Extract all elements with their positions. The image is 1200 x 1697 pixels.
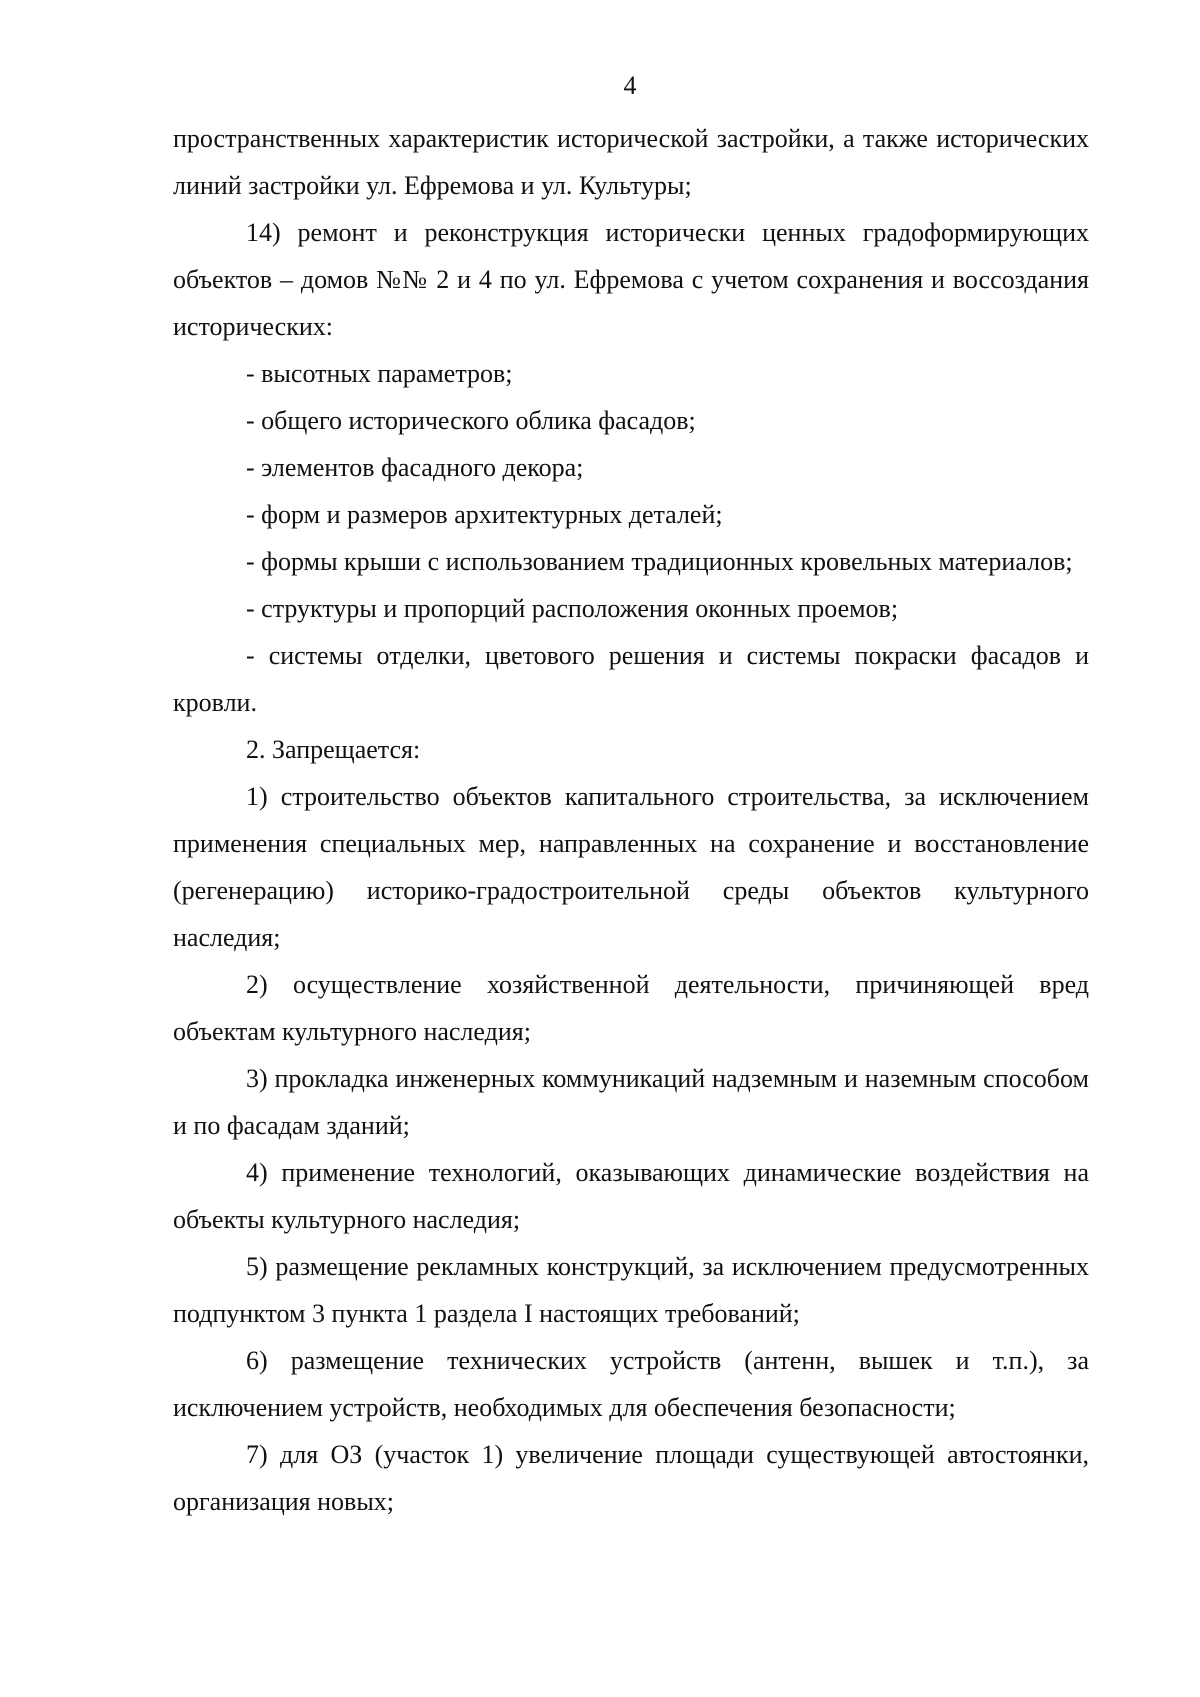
list-item-facade-decor: - элементов фасадного декора; [246, 453, 584, 482]
prohibited-item-6: 6) размещение технических устройств (антенн, вышек и т.п.), за исключением устройств, необходимых для обеспечения безопасности; [173, 1346, 1089, 1422]
prohibited-item-3: 3) прокладка инженерных коммуникаций надземным и наземным способом и по фасадам зданий; [173, 1064, 1089, 1140]
page-number: 4 [623, 71, 637, 100]
list-item-roof-form: - формы крыши с использованием традиционных кровельных материалов; [246, 547, 1073, 576]
list-item-facade-appearance: - общего исторического облика фасадов; [246, 406, 696, 435]
prohibited-item-1: 1) строительство объектов капитального строительства, за исключением применения специальных мер, направленных на сохранение и восстановление (регенерацию) историко-градостроительной среды объектов культурного наследия; [173, 782, 1089, 952]
section-heading-prohibited: 2. Запрещается: [246, 735, 421, 764]
prohibited-item-5: 5) размещение рекламных конструкций, за исключением предусмотренных подпунктом 3 пункта 1 раздела I настоящих требований; [173, 1252, 1089, 1328]
paragraph-continuation: пространственных характеристик исторической застройки, а также исторических линий застройки ул. Ефремова и ул. Культуры; [173, 124, 1089, 200]
paragraph-item-14: 14) ремонт и реконструкция исторически ценных градоформирующих объектов – домов №№ 2 и 4 по ул. Ефремова с учетом сохранения и воссоздания исторических: [173, 218, 1089, 341]
list-item-height-params: - высотных параметров; [246, 359, 513, 388]
prohibited-item-7: 7) для ОЗ (участок 1) увеличение площади существующей автостоянки, организация новых; [173, 1440, 1089, 1516]
prohibited-item-4: 4) применение технологий, оказывающих динамические воздействия на объекты культурного наследия; [173, 1158, 1089, 1234]
prohibited-item-2: 2) осуществление хозяйственной деятельности, причиняющей вред объектам культурного наследия; [173, 970, 1089, 1046]
list-item-architectural-details: - форм и размеров архитектурных деталей; [246, 500, 723, 529]
document-body [173, 115, 1089, 1525]
list-item-window-openings: - структуры и пропорций расположения оконных проемов; [246, 594, 899, 623]
list-item-finishing-system: - системы отделки, цветового решения и системы покраски фасадов и кровли. [173, 641, 1089, 717]
